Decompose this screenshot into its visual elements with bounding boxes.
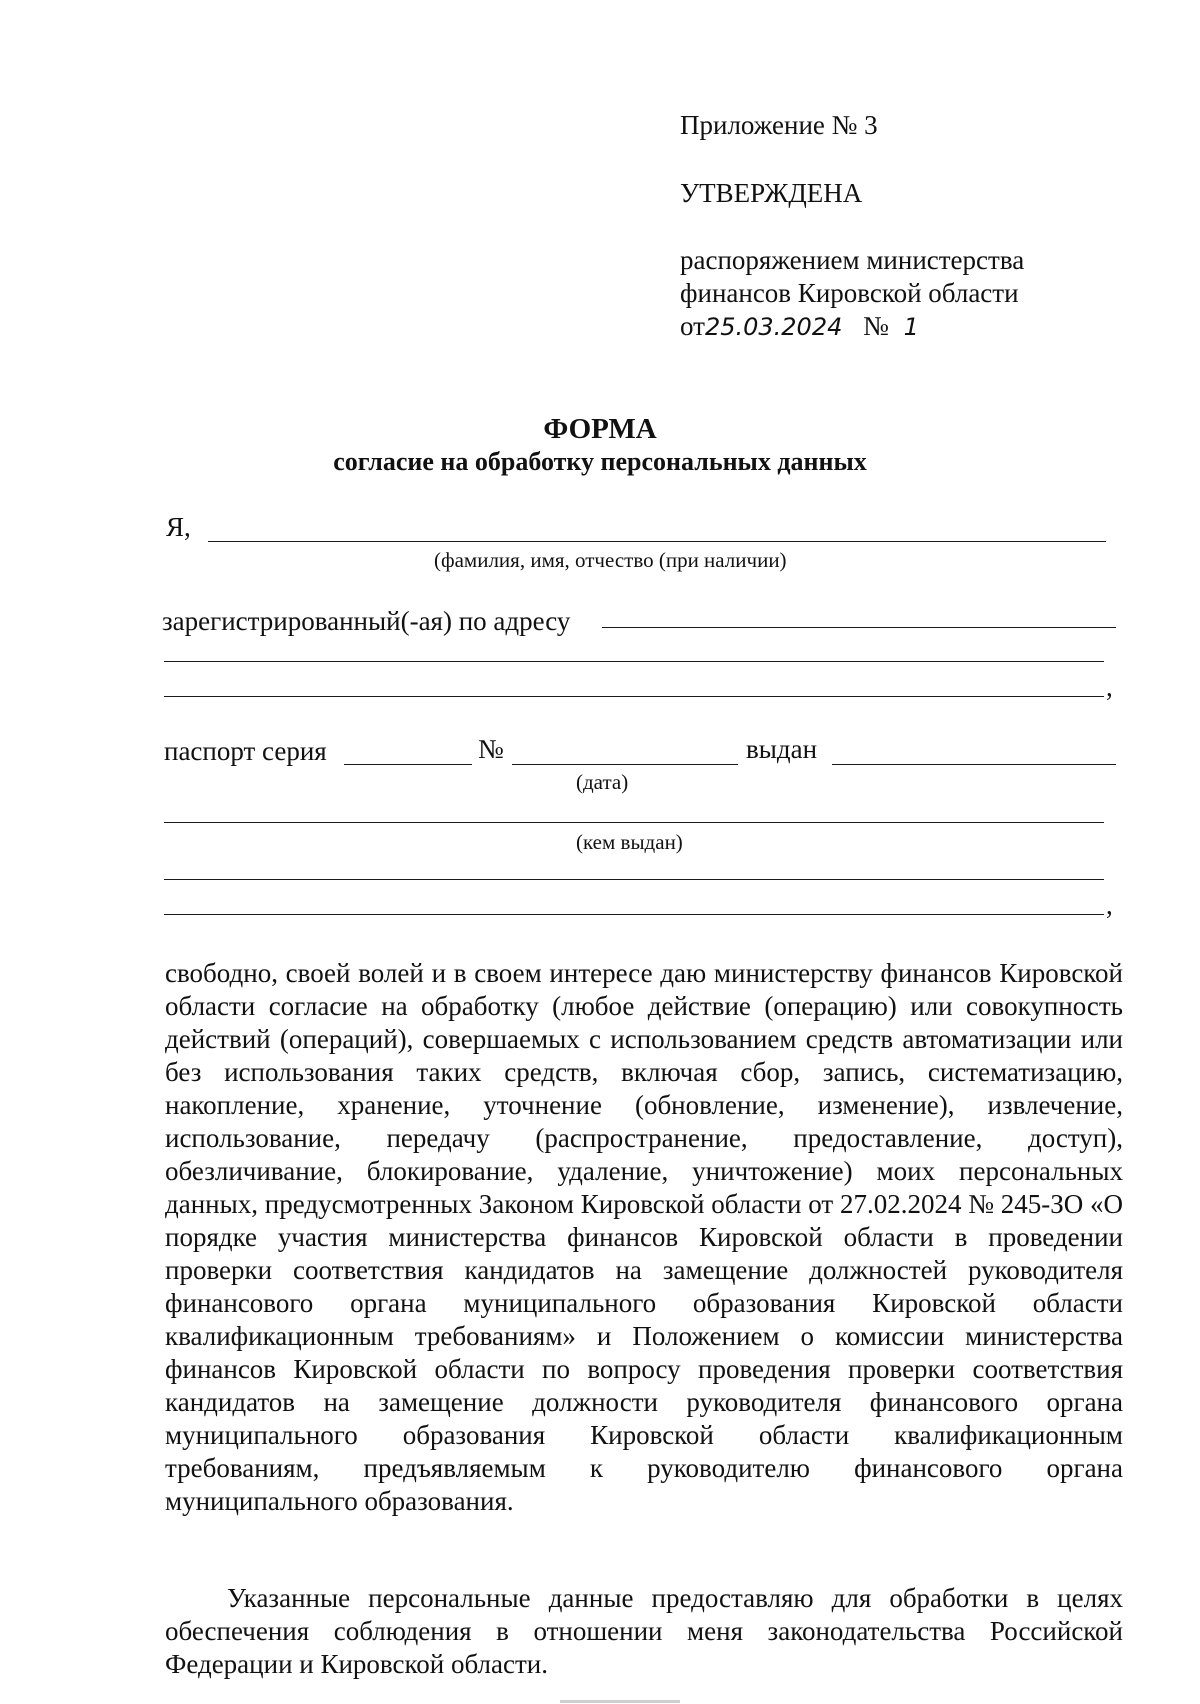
order-line-2: финансов Кировской области	[680, 278, 1019, 308]
consent-paragraph: свободно, своей волей и в своем интересе даю министерству финансов Кировской области согласие на обработку (любое действие (операцию) или совокупность действий (операций), совершаемых с использованием средств автоматизации или без использования таких средств, включая сбор, запись, систематизацию, накопление, хранение, уточнение (обновление, изменение), извлечение, использование, передачу (распространение, предоставление, доступ), обезличивание, блокирование, удаление, уничтожение) моих персональных данных, предусмотренных Законом Кировской области от 27.02.2024 № 245-ЗО «О порядке участия министерства финансов Кировской области в проведении проверки соответствия кандидатов на замещение должностей руководителя финансового органа муниципального образования Кировской области квалификационным требованиям» и Положением о комиссии министерства финансов Кировской области по вопросу проведения проверки соответствия кандидатов на замещение должности руководителя финансового органа муниципального образования Кировской области квалификационным требованиям, предъявляемым к руководителю финансового органа муниципального образования.	[165, 958, 1123, 1516]
passport-number-label: №	[478, 734, 504, 764]
passport-series-field-line[interactable]	[344, 764, 472, 765]
appendix-number: Приложение № 3	[680, 110, 878, 140]
passport-series-label: паспорт серия	[164, 736, 327, 766]
issued-date-field-line[interactable]	[832, 764, 1116, 765]
scan-artifact	[560, 1700, 680, 1703]
issuer-comma: ,	[1106, 890, 1113, 920]
address-field-line-1[interactable]	[602, 627, 1116, 628]
order-line-1: распоряжением министерства	[680, 245, 1025, 275]
approval-stamp-text: УТВЕРЖДЕНА	[680, 178, 863, 208]
order-number-label: №	[863, 311, 889, 341]
order-number-handwritten: 1	[903, 313, 919, 341]
issuer-field-line-2[interactable]	[164, 879, 1104, 880]
address-field-line-2[interactable]	[164, 661, 1104, 662]
i-label: Я,	[166, 512, 191, 542]
date-caption: (дата)	[576, 770, 629, 794]
passport-number-field-line[interactable]	[512, 764, 738, 765]
form-subtitle: согласие на обработку персональных данных	[333, 447, 867, 476]
issued-label: выдан	[746, 734, 818, 764]
address-comma: ,	[1106, 672, 1113, 702]
form-title: ФОРМА	[543, 413, 657, 445]
issuer-field-line-3[interactable]	[164, 914, 1104, 915]
order-from-label: от	[680, 311, 705, 341]
issuer-field-line-1[interactable]	[164, 822, 1104, 823]
fio-field-line[interactable]	[208, 541, 1106, 542]
address-label: зарегистрированный(-ая) по адресу	[162, 606, 571, 636]
fio-caption: (фамилия, имя, отчество (при наличии)	[434, 548, 787, 572]
issuer-caption: (кем выдан)	[576, 830, 683, 854]
address-field-line-3[interactable]	[164, 696, 1104, 697]
order-reference	[680, 311, 919, 342]
order-date-handwritten: 25.03.2024	[704, 313, 843, 341]
purpose-paragraph: Указанные персональные данные предоставляю для обработки в целях обеспечения соблюдения в отношении меня законодательства Российской Федерации и Кировской области.	[165, 1583, 1123, 1679]
